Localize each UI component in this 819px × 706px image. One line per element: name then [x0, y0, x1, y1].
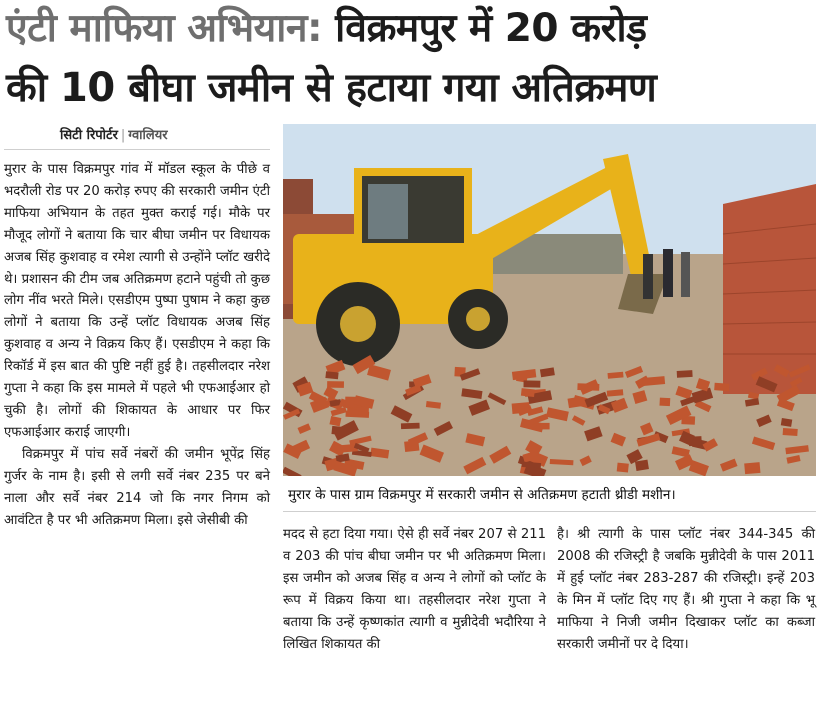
column-rule: [4, 149, 270, 150]
headline-line-1-text: विक्रमपुर में 20 करोड़: [322, 6, 647, 51]
news-photo: [283, 124, 816, 476]
brick-rubble: [401, 423, 420, 429]
backhoe-demolition-illustration: [283, 124, 816, 476]
brick-rubble: [617, 463, 629, 473]
article-paragraph: है। श्री त्यागी के पास प्लॉट नंबर 344-345 की 2008 की रजिस्ट्री है जबकि मुन्नीदेवी के पास 2011 में हुई प्लॉट नंबर 283-287 की रजिस्ट्री। इन्हें 203 के मिन में प्लॉट दिए गए हैं। श्री गुप्ता ने कहा कि भू माफिया ने निजी जमीन दिखाकर प्लॉट का कब्जा सरकारी जमीनों पर दे दिया।: [557, 527, 815, 652]
brick-rubble: [327, 381, 344, 388]
byline-reporter: सिटी रिपोर्टर: [60, 128, 118, 143]
headline-kicker: एंटी माफिया अभियान:: [6, 6, 323, 51]
brick-rubble: [577, 383, 599, 391]
brick-rubble: [635, 460, 649, 471]
brick-rubble: [523, 380, 540, 387]
article-column-2: [283, 524, 546, 655]
byline: [60, 125, 168, 143]
article-paragraph: मुरार के पास विक्रमपुर गांव में मॉडल स्कूल के पीछे व भदरौली रोड पर 20 करोड़ रुपए की सरकारी जमीन एंटी माफिया अभियान के तहत मुक्त कराई गई। मौके पर मौजूद लोगों ने बताया कि चार बीघा जमीन पर विधायक अजब सिंह कुशवाह व रमेश त्यागी से उन्होंने प्लॉट खरीदे थे। प्रशासन की टीम जब अतिक्रमण हटाने पहुंची तो कुछ लोग नींव भरते मिले। एसडीएम पुष्पा पुषाम ने कहा कुछ लोगों ने बताया कि उन्हें प्लॉट विधायक अजब सिंह कुशवाह व अन्य ने विक्रय किए हैं। एसडीएम ने कहा कि रिकॉर्ड में इस बात की पुष्टि नहीं हुई है। तहसीलदार नरेश गुप्ता ने कहा कि इस मामले में पहले भी एफआईआर हो चुकी है। लोगों की शिकायत के आधार पर फिर एफआईआर कराई जाएगी।: [4, 162, 270, 440]
headline-line-2: की 10 बीघा जमीन से हटाया गया अतिक्रमण: [6, 65, 657, 111]
byline-city: ग्वालियर: [128, 128, 168, 143]
brick-rubble: [659, 398, 670, 407]
byline-separator: |: [120, 128, 126, 143]
article-paragraph: विक्रमपुर में पांच सर्वे नंबरों की जमीन भूपेंद्र सिंह गुर्जर के नाम है। इसी से लगी सर्वे नंबर 235 पर बने नाला और सर्वे नंबर 214 जो कि नगर निगम को आवंटित है पर भी अतिक्रमण मिला। इसे जेसीबी की: [4, 446, 270, 528]
article-column-1: [4, 159, 270, 531]
article-paragraph: मदद से हटा दिया गया। ऐसे ही सर्वे नंबर 207 से 211 व 203 की पांच बीघा जमीन पर भी अतिक्रमण मिला। इस जमीन को अजब सिंह व अन्य ने लोगों को प्लॉट के रूप में विक्रय किया था। तहसीलदार नरेश गुप्ता ने बताया कि उन्हें कृष्णकांत त्यागी व मुन्नीदेवी भदौरिया ने लिखित शिकायत की: [283, 527, 546, 652]
brick-rubble: [677, 370, 693, 378]
brick-rubble: [783, 428, 798, 436]
brick-rubble: [744, 462, 760, 474]
headline-line-1: [6, 0, 813, 58]
brick-rubble: [512, 402, 530, 414]
brick-rubble: [325, 371, 338, 379]
brick-rubble: [714, 383, 729, 392]
brick-rubble: [521, 388, 535, 397]
article-column-3: [557, 524, 815, 655]
photo-caption: मुरार के पास ग्राम विक्रमपुर में सरकारी जमीन से अतिक्रमण हटाती थ्रीडी मशीन।: [283, 478, 816, 512]
